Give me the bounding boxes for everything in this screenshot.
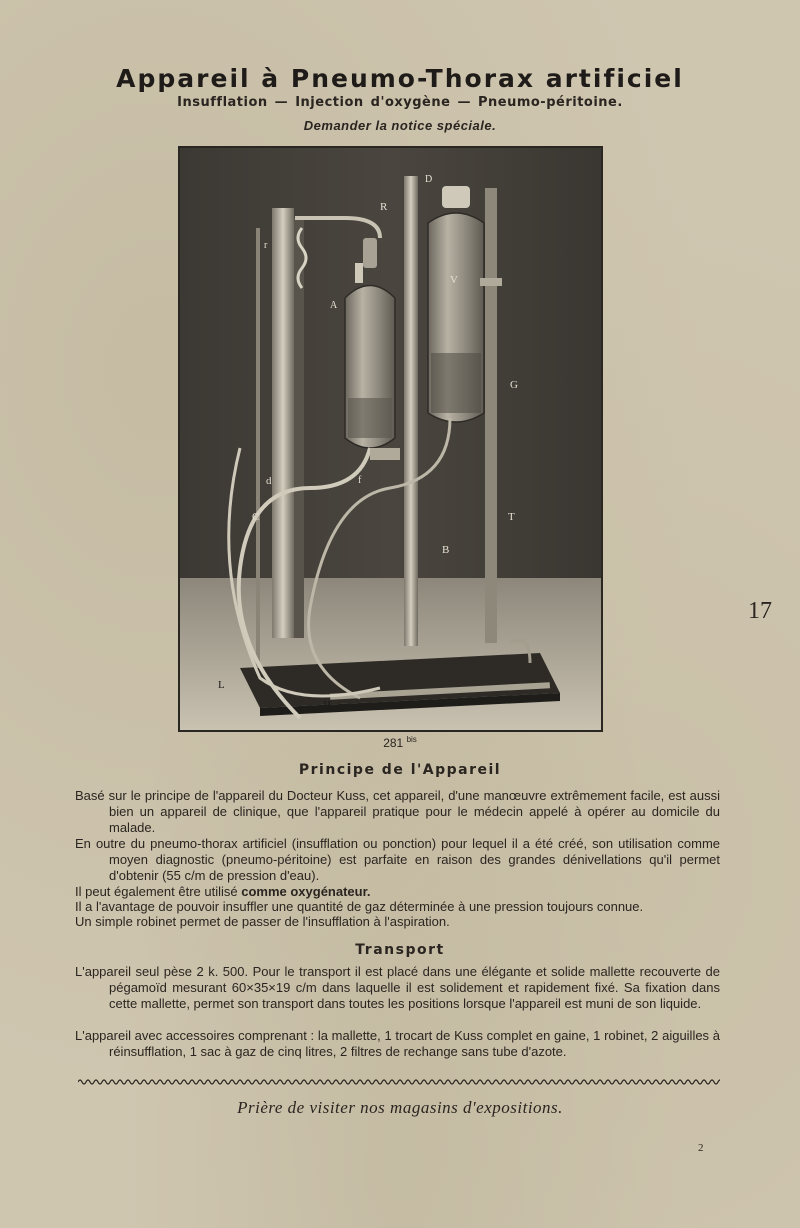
figure-label-r: R xyxy=(380,201,388,213)
closing-line: Prière de visiter nos magasins d'expositions. xyxy=(237,1098,563,1117)
principe-paragraph-2: En outre du pneumo-thorax artificiel (insufflation ou ponction) pour lequel il a été créé, son utilisation comme moyen diagnostic (pneumo-péritoine) est parfaite en raison des grandes dénivellations qu'il permet d'obtenir (55 c/m de pression d'eau). xyxy=(75,836,720,883)
transport-paragraph-2: L'appareil avec accessoires comprenant : la mallette, 1 trocart de Kuss complet en gaine, 1 robinet, 2 aiguilles à réinsufflation, 1 sac à gaz de cinq litres, 2 filtres de rechange sans tube d'azote. xyxy=(75,1028,720,1059)
figure-label-f: f xyxy=(358,475,362,486)
principe-paragraph-4: Il a l'avantage de pouvoir insuffler une quantité de gaz déterminée à une pression toujours connue. xyxy=(75,899,644,914)
figure-number: 281 xyxy=(383,736,404,750)
figure-label-g: G xyxy=(510,379,518,391)
principe-paragraph-3-bold: comme oxygénateur. xyxy=(241,884,371,899)
principe-paragraph-1: Basé sur le principe de l'appareil du Docteur Kuss, cet appareil, d'une manœuvre extrêmement facile, est aussi bien un appareil de clinique, que l'appareil pratique pour le médecin appelé à opérer au domicile du malade. xyxy=(75,788,720,835)
principe-paragraph-3-lead: Il peut également être utilisé xyxy=(75,884,242,899)
section-heading-transport: Transport xyxy=(355,942,445,958)
apparatus-photo xyxy=(178,146,603,732)
page-title: Appareil à Pneumo-Thorax artificiel xyxy=(116,64,684,93)
figure-label-v: V xyxy=(450,274,458,286)
apparatus-illustration xyxy=(180,148,601,730)
page-number: 17 xyxy=(748,598,772,624)
principe-paragraph-3 xyxy=(75,884,720,900)
transport-paragraph-1: L'appareil seul pèse 2 k. 500. Pour le transport il est placé dans une élégante et solide mallette recouverte de pégamoïd mesurant 60×35×19 c/m dans laquelle il est solidement et rapidement fixé. Sa fixation dans cette mallette, permet son transport dans toutes les positions lorsque l'appareil est muni de son liquide. xyxy=(75,964,720,1011)
figure-label-d-upper: D xyxy=(425,174,433,185)
figure-label-r-small: r xyxy=(264,240,268,251)
figure-label-d: d xyxy=(266,475,272,487)
principe-paragraph-5: Un simple robinet permet de passer de l'insufflation à l'aspiration. xyxy=(75,914,450,929)
figure-label-h: H xyxy=(323,699,331,711)
figure-number-suffix: bis xyxy=(406,735,417,744)
notice-line: Demander la notice spéciale. xyxy=(303,118,497,133)
figure-label-c: C xyxy=(252,511,260,523)
wavy-divider xyxy=(78,1076,720,1088)
section-heading-principe: Principe de l'Appareil xyxy=(298,762,502,778)
figure-label-a: A xyxy=(330,300,338,311)
footer-number: 2 xyxy=(698,1142,704,1154)
figure-label-t: T xyxy=(508,511,515,523)
page-subtitle: Insufflation — Injection d'oxygène — Pneumo-péritoine. xyxy=(177,95,623,110)
figure-label-b: B xyxy=(442,544,450,556)
figure-label-l: L xyxy=(218,679,225,691)
figure-caption xyxy=(0,735,800,750)
